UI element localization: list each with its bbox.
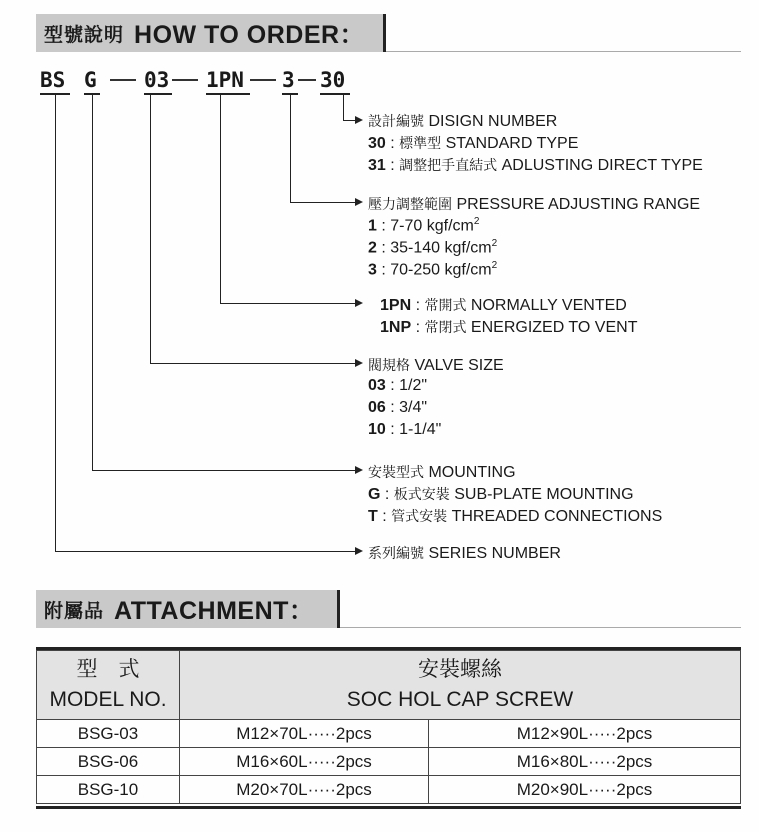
leader-series-arrow <box>355 547 363 555</box>
pressure-item-3: 3 : 70-250 kgf/$cm^2$ <box>368 260 498 279</box>
cell-screw-b: M12×90L·····2pcs <box>429 720 741 748</box>
leader-size-v <box>150 93 151 364</box>
mounting-item-t: T : 管式安裝 THREADED CONNECTIONS <box>368 508 663 525</box>
code-underline <box>320 93 350 95</box>
leader-size-h <box>150 363 355 364</box>
leader-range-arrow <box>355 198 363 206</box>
leader-range-v <box>290 93 291 203</box>
table-row <box>37 776 741 804</box>
cell-screw-a: M12×70L·····2pcs <box>180 720 429 748</box>
order-header-zh: 型號說明 <box>44 24 125 46</box>
leader-design-h <box>343 120 355 121</box>
pressure-item-1: 1 : 7-70 kgf/$cm^2$ <box>368 216 480 235</box>
leader-mounting-h <box>92 470 355 471</box>
table-header-row <box>37 651 741 720</box>
size-item-06: 06 : 3/4" <box>368 399 428 416</box>
attachment-header-zh: 附屬品 <box>44 600 105 622</box>
cell-model: BSG-06 <box>37 748 180 776</box>
code-dash <box>172 79 198 81</box>
attachment-header <box>36 590 340 628</box>
design-title: 設計編號 DISIGN NUMBER <box>368 113 558 130</box>
leader-mounting-v <box>92 93 93 471</box>
mounting-title: 安裝型式 MOUNTING <box>368 464 516 481</box>
design-item-31: 31 : 調整把手直結式 ADLUSTING DIRECT TYPE <box>368 157 703 174</box>
leader-size-arrow <box>355 359 363 367</box>
cell-screw-b: M20×90L·····2pcs <box>429 776 741 804</box>
cell-model: BSG-10 <box>37 776 180 804</box>
code-mounting: G <box>84 68 97 92</box>
size-item-03: 03 : 1/2" <box>368 377 428 394</box>
code-dash <box>110 79 136 81</box>
pressure-title: 壓力調整範圍 PRESSURE ADJUSTING RANGE <box>368 196 701 213</box>
leader-vent-v <box>220 93 221 304</box>
leader-mounting-arrow <box>355 466 363 474</box>
size-title: 閥規格 VALVE SIZE <box>368 357 504 374</box>
code-pressure-type: 1PN <box>206 68 244 92</box>
leader-series-v <box>55 93 56 552</box>
code-size: 03 <box>144 68 170 92</box>
leader-vent-arrow <box>355 299 363 307</box>
code-dash <box>298 79 316 81</box>
header-model: 型 式 MODEL NO. <box>37 651 180 720</box>
table-bottom-border <box>36 806 741 809</box>
table-row <box>37 720 741 748</box>
leader-range-h <box>290 202 355 203</box>
leader-vent-h <box>220 303 355 304</box>
code-dash <box>250 79 276 81</box>
attachment-header-en: ATTACHMENT： <box>114 597 315 625</box>
leader-design-arrow <box>355 116 363 124</box>
cell-screw-a: M16×60L·····2pcs <box>180 748 429 776</box>
leader-series-h <box>55 551 355 552</box>
code-range: 3 <box>282 68 295 92</box>
header-screw: 安裝螺絲 SOC HOL CAP SCREW <box>180 651 741 720</box>
series-title: 系列編號 SERIES NUMBER <box>368 545 561 562</box>
attachment-table <box>36 650 741 804</box>
pressure-item-2: 2 : 35-140 kgf/$cm^2$ <box>368 238 498 257</box>
attachment-header-rule <box>340 627 741 628</box>
cell-screw-a: M20×70L·····2pcs <box>180 776 429 804</box>
vent-item-1pn: 1PN : 常開式 NORMALLY VENTED <box>380 297 627 314</box>
code-design: 30 <box>320 68 346 92</box>
vent-item-1np: 1NP : 常閉式 ENERGIZED TO VENT <box>380 319 638 336</box>
table-row <box>37 748 741 776</box>
order-header-en: HOW TO ORDER： <box>134 21 366 49</box>
cell-model: BSG-03 <box>37 720 180 748</box>
leader-design-v <box>343 93 344 121</box>
code-underline <box>144 93 172 95</box>
order-header <box>36 14 386 52</box>
mounting-item-g: G : 板式安裝 SUB-PLATE MOUNTING <box>368 486 634 503</box>
code-underline <box>206 93 250 95</box>
order-header-rule <box>386 51 741 52</box>
design-item-30: 30 : 標準型 STANDARD TYPE <box>368 135 579 152</box>
code-series: BS <box>40 68 66 92</box>
cell-screw-b: M16×80L·····2pcs <box>429 748 741 776</box>
size-item-10: 10 : 1-1/4" <box>368 421 442 438</box>
